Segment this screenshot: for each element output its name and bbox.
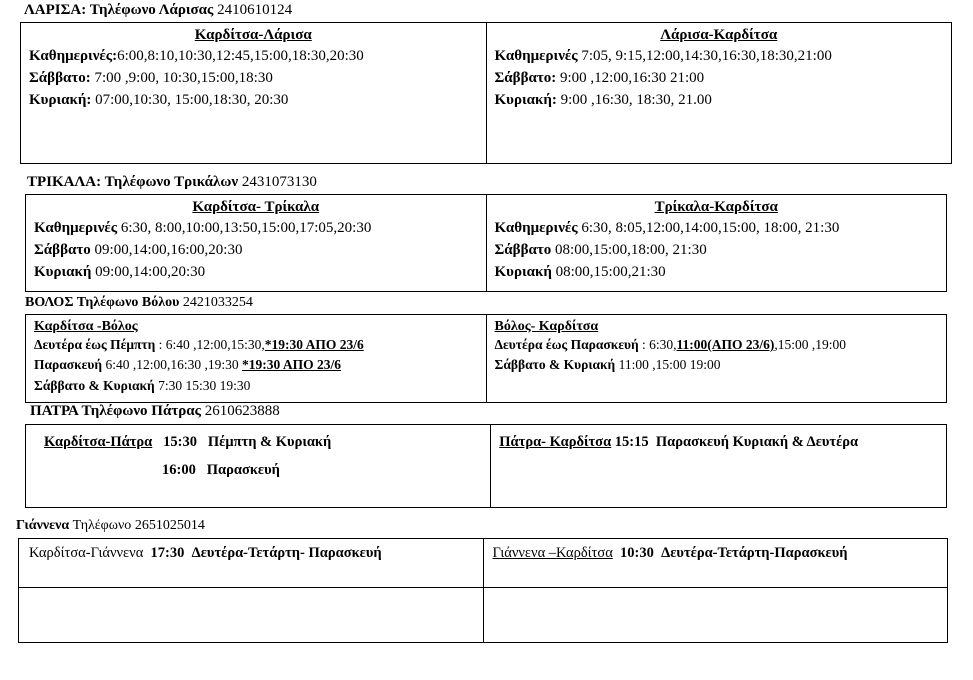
day-label: Κυριακή:	[29, 91, 92, 108]
day-label: Δευτέρα έως Πέμπτη	[34, 337, 156, 352]
phone-label-trikala: Τηλέφωνο Τρικάλων	[104, 174, 239, 190]
times: 08:00,15:00,21:30	[551, 263, 666, 280]
times: 09:00,14:00,20:30	[91, 263, 206, 280]
schedule-line	[34, 376, 478, 396]
day-label: Καθημερινές	[494, 220, 578, 236]
timetable-larisa	[20, 22, 952, 164]
cell-larisa-karditsa	[486, 23, 952, 164]
table-row	[21, 23, 952, 164]
city-name-giannena: Γιάννενα	[16, 518, 70, 533]
departure-time: 15:30	[163, 434, 197, 450]
day-label: Σάββατο:	[29, 69, 91, 86]
cell-empty-left	[19, 588, 484, 643]
route-title: Γιάννενα –Καρδίτσα	[492, 545, 613, 561]
day-label: Σάββατο & Κυριακή	[34, 377, 155, 393]
route-title: Καρδίτσα-Πάτρα	[44, 434, 153, 450]
cell-karditsa-giannena	[19, 539, 484, 588]
departure-time: 17:30	[150, 545, 185, 561]
times: 6:40 ,12:00,16:30 ,19:30	[102, 357, 242, 373]
note: *19:30 ΑΠΟ 23/6	[264, 337, 364, 352]
schedule-line	[34, 335, 478, 355]
schedule-line	[495, 240, 939, 262]
schedule-line	[495, 335, 939, 355]
phone-label-patra: Τηλέφωνο Πάτρας	[81, 403, 201, 419]
phone-number-giannena: 2651025014	[134, 518, 205, 533]
schedule-line	[495, 68, 944, 90]
day-label: Παρασκευή	[34, 357, 103, 373]
route-title: Καρδίτσα-Λάρισα	[194, 27, 312, 43]
table-row	[26, 315, 947, 403]
times: 11:00 ,15:00 19:00	[615, 357, 721, 373]
day-label: Σάββατο	[494, 241, 552, 258]
day-label: Καθημερινές	[34, 220, 118, 236]
phone-number-trikala: 2431073130	[241, 174, 317, 190]
timetable-volos	[25, 314, 947, 403]
phone-number-larisa: 2410610124	[217, 2, 293, 18]
cell-trikala-karditsa	[486, 195, 947, 292]
day-label: Κυριακή:	[494, 91, 557, 108]
times: : 6:30,	[638, 337, 677, 352]
phone-number-patra: 2610623888	[204, 403, 280, 419]
cell-karditsa-larisa	[21, 23, 487, 164]
schedule-line	[492, 543, 939, 565]
schedule-line	[495, 90, 944, 112]
days: Πέμπτη & Κυριακή	[207, 434, 332, 450]
schedule-line	[29, 90, 478, 112]
days: Δευτέρα-Τετάρτη- Παρασκευή	[191, 545, 382, 561]
schedule-line	[495, 46, 944, 68]
phone-label-volos: Τηλέφωνο Βόλου	[76, 295, 180, 310]
schedule-line	[34, 240, 478, 262]
schedule-line	[44, 429, 482, 457]
days: Παρασκευή Κυριακή & Δευτέρα	[655, 434, 859, 450]
note: 11:00(ΑΠΟ 23/6)	[676, 337, 775, 352]
times: 07:00,10:30, 15:00,18:30, 20:30	[91, 91, 289, 108]
cell-empty-right	[484, 588, 948, 643]
schedule-line	[495, 355, 939, 375]
cell-karditsa-trikala	[26, 195, 487, 292]
section-header-trikala	[27, 174, 317, 191]
note: *19:30 ΑΠΟ 23/6	[241, 357, 341, 373]
times: 7:00 ,9:00, 10:30,15:00,18:30	[90, 69, 273, 86]
days: Δευτέρα-Τετάρτη-Παρασκευή	[661, 545, 848, 561]
schedule-line	[44, 457, 482, 485]
phone-label-giannena: Τηλέφωνο	[72, 518, 132, 533]
route-title: Καρδίτσα- Τρίκαλα	[192, 199, 320, 215]
phone-number-volos: 2421033254	[182, 295, 253, 310]
table-row	[26, 195, 947, 292]
table-row	[19, 539, 948, 588]
route-title: Καρδίτσα -Βόλος	[34, 319, 138, 334]
times: 9:00 ,12:00,16:30 21:00	[556, 69, 705, 86]
times: 7:30 15:30 19:30	[154, 377, 251, 393]
timetable-patra	[25, 424, 947, 508]
day-label: Σάββατο:	[494, 69, 557, 86]
section-header-volos	[25, 295, 253, 311]
day-label: Κυριακή	[34, 263, 92, 280]
table-row	[26, 425, 947, 508]
times: 6:00,8:10,10:30,12:45,15:00,18:30,20:30	[117, 48, 364, 64]
cell-volos-karditsa	[486, 315, 947, 403]
phone-label-larisa: Τηλέφωνο Λάρισας	[89, 2, 214, 18]
schedule-line	[499, 429, 938, 457]
departure-time: 10:30	[620, 545, 654, 561]
times: 09:00,14:00,16:00,20:30	[90, 241, 243, 258]
times: 08:00,15:00,18:00, 21:30	[551, 241, 707, 258]
timetable-giannena	[18, 538, 948, 643]
city-name-trikala: ΤΡΙΚΑΛΑ:	[27, 174, 102, 190]
cell-karditsa-patra	[26, 425, 491, 508]
times: 6:30, 8:05,12:00,14:00,15:00, 18:00, 21:30	[577, 220, 840, 236]
schedule-line	[34, 218, 478, 240]
day-label: Σάββατο & Κυριακή	[494, 357, 616, 373]
city-name-patra: ΠΑΤΡΑ	[30, 403, 79, 419]
timetable-trikala	[25, 194, 947, 292]
route-title: Καρδίτσα-Γιάννενα	[29, 545, 144, 561]
schedule-line	[34, 262, 478, 284]
times: : 6:40 ,12:00,15:30,	[155, 337, 265, 352]
departure-time: 15:15	[614, 434, 649, 450]
route-title: Βόλος- Καρδίτσα	[494, 319, 599, 334]
city-name-volos: ΒΟΛΟΣ	[25, 295, 74, 310]
schedule-line	[34, 355, 478, 375]
departure-time: 16:00	[162, 461, 196, 478]
section-header-patra	[30, 403, 280, 420]
route-title: Τρίκαλα-Καρδίτσα	[654, 199, 778, 215]
cell-patra-karditsa	[491, 425, 947, 508]
schedule-line	[29, 68, 478, 90]
day-label: Σάββατο	[34, 241, 91, 258]
cell-giannena-karditsa	[484, 539, 948, 588]
schedule-line	[495, 218, 939, 240]
route-title: Πάτρα- Καρδίτσα	[499, 434, 612, 450]
cell-karditsa-volos	[26, 315, 487, 403]
day-label: Κυριακή	[494, 263, 552, 280]
times: 7:05, 9:15,12:00,14:30,16:30,18:30,21:00	[577, 48, 832, 64]
table-row	[19, 588, 948, 643]
schedule-line	[495, 262, 939, 284]
schedule-line	[29, 543, 475, 565]
route-title: Λάρισα-Καρδίτσα	[660, 27, 778, 43]
times: 9:00 ,16:30, 18:30, 21.00	[556, 91, 712, 108]
times-after: ,15:00 ,19:00	[774, 337, 847, 352]
day-label: Καθημερινές:	[29, 48, 118, 64]
times: 6:30, 8:00,10:00,13:50,15:00,17:05,20:30	[117, 220, 372, 236]
section-header-giannena	[16, 518, 205, 534]
section-header-larisa	[24, 2, 292, 19]
city-name-larisa: ΛΑΡΙΣΑ:	[24, 2, 87, 18]
schedule-line	[29, 46, 478, 68]
days: Παρασκευή	[206, 461, 280, 478]
day-label: Δευτέρα έως Παρασκευή	[494, 337, 639, 352]
day-label: Καθημερινές	[494, 48, 578, 64]
